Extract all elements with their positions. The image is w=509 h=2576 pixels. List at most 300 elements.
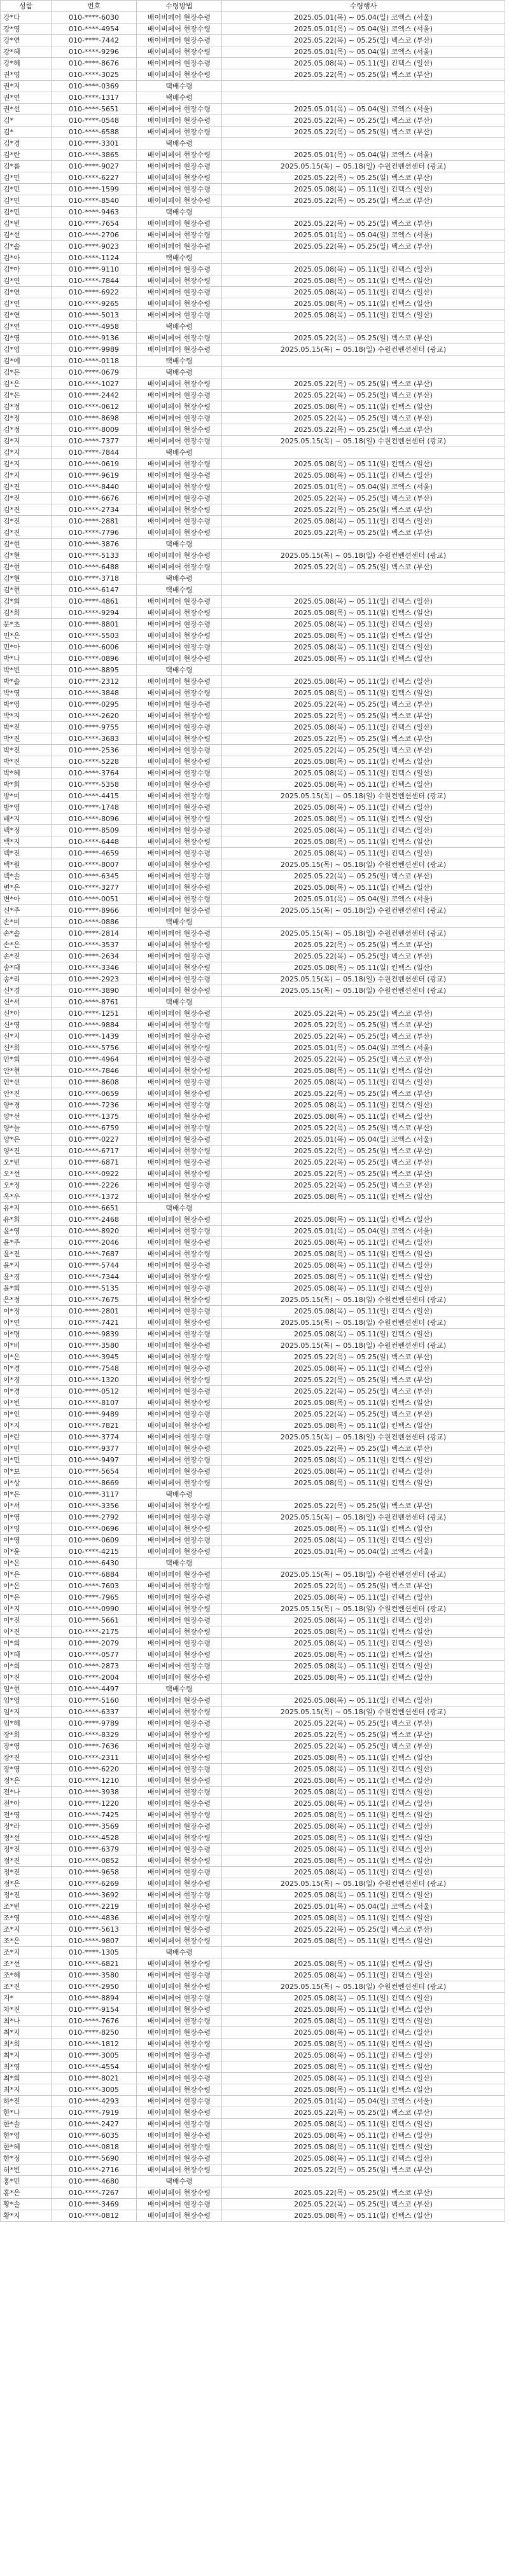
cell-pickup-event: 2025.05.01(목) ~ 05.04(일) 코엑스 (서울) xyxy=(222,894,505,905)
cell-phone: 010-****-5654 xyxy=(52,1466,137,1478)
table-row xyxy=(1,1180,505,1191)
table-row xyxy=(1,1478,505,1489)
table-row xyxy=(1,539,505,550)
cell-name: 박*진 xyxy=(1,745,52,756)
cell-name: 김*진 xyxy=(1,481,52,493)
cell-pickup-event: 2025.05.08(목) ~ 05.11(일) 킨텍스 (일산) xyxy=(222,1867,505,1878)
cell-pickup-method: 배이비페어 현장수령 xyxy=(137,1821,222,1832)
table-row xyxy=(1,1832,505,1844)
cell-pickup-event: 2025.05.08(목) ~ 05.11(일) 킨텍스 (일산) xyxy=(222,1397,505,1409)
cell-phone: 010-****-6759 xyxy=(52,1123,137,1134)
cell-pickup-event: 2025.05.22(목) ~ 05.25(일) 벡스코 (부산) xyxy=(222,745,505,756)
cell-name: 박*혜 xyxy=(1,768,52,779)
cell-phone: 010-****-7846 xyxy=(52,1065,137,1077)
cell-phone: 010-****-9296 xyxy=(52,46,137,58)
cell-name: 옥*우 xyxy=(1,1191,52,1203)
cell-name: 정*진 xyxy=(1,1855,52,1867)
cell-name: 윤*지 xyxy=(1,1260,52,1271)
cell-pickup-event: 2025.05.22(목) ~ 05.25(일) 벡스코 (부산) xyxy=(222,127,505,138)
cell-pickup-method: 배이비페어 현장수령 xyxy=(137,1615,222,1626)
cell-pickup-method: 배이비페어 현장수령 xyxy=(137,2027,222,2039)
cell-pickup-event: 2025.05.08(목) ~ 05.11(일) 킨텍스 (일산) xyxy=(222,1970,505,1981)
cell-name: 백*정 xyxy=(1,825,52,836)
cell-name: 박*영 xyxy=(1,699,52,710)
cell-name: 김*진 xyxy=(1,504,52,516)
cell-pickup-method: 배이비페어 현장수령 xyxy=(137,1878,222,1890)
table-row xyxy=(1,1958,505,1970)
cell-phone: 010-****-3537 xyxy=(52,939,137,951)
cell-phone: 010-****-9377 xyxy=(52,1443,137,1455)
cell-pickup-event: 2025.05.01(목) ~ 05.04(일) 코엑스 (서울) xyxy=(222,230,505,241)
cell-pickup-event: 2025.05.15(목) ~ 05.18(일) 수원컨벤션센터 (광교) xyxy=(222,905,505,917)
cell-phone: 010-****-7344 xyxy=(52,1271,137,1283)
cell-name: 박*진 xyxy=(1,733,52,745)
cell-pickup-event: 2025.05.22(목) ~ 05.25(일) 벡스코 (부산) xyxy=(222,172,505,184)
cell-phone: 010-****-1375 xyxy=(52,1111,137,1123)
cell-pickup-event: 2025.05.08(목) ~ 05.11(일) 킨텍스 (일산) xyxy=(222,768,505,779)
cell-pickup-method: 배이비페어 현장수령 xyxy=(137,791,222,802)
cell-phone: 010-****-2734 xyxy=(52,504,137,516)
cell-pickup-event: 2025.05.08(목) ~ 05.11(일) 킨텍스 (일산) xyxy=(222,756,505,768)
cell-phone: 010-****-3718 xyxy=(52,573,137,585)
cell-pickup-method: 배이비페어 현장수령 xyxy=(137,1626,222,1638)
table-row xyxy=(1,1844,505,1855)
cell-name: 김*은 xyxy=(1,390,52,401)
table-row xyxy=(1,1306,505,1317)
cell-phone: 010-****-0619 xyxy=(52,459,137,470)
cell-phone: 010-****-0369 xyxy=(52,81,137,92)
table-row xyxy=(1,905,505,917)
cell-pickup-event: 2025.05.22(목) ~ 05.25(일) 벡스코 (부산) xyxy=(222,562,505,573)
cell-name: 권*연 xyxy=(1,92,52,104)
cell-phone: 010-****-1305 xyxy=(52,1947,137,1958)
cell-phone: 010-****-4415 xyxy=(52,791,137,802)
cell-name: 이*은 xyxy=(1,1569,52,1581)
cell-pickup-event: 2025.05.08(목) ~ 05.11(일) 킨텍스 (일산) xyxy=(222,1535,505,1546)
cell-pickup-event xyxy=(222,585,505,596)
cell-pickup-method: 배이비페어 현장수령 xyxy=(137,1832,222,1844)
cell-pickup-method: 배이비페어 현장수령 xyxy=(137,481,222,493)
cell-name: 이*지 xyxy=(1,1603,52,1615)
cell-pickup-method: 배이비페어 현장수령 xyxy=(137,1867,222,1878)
cell-phone: 010-****-5690 xyxy=(52,2153,137,2164)
cell-pickup-method: 배이비페어 현장수령 xyxy=(137,2187,222,2199)
cell-name: 김*름 xyxy=(1,161,52,172)
table-row xyxy=(1,413,505,424)
cell-phone: 010-****-3865 xyxy=(52,149,137,161)
table-row xyxy=(1,1821,505,1832)
cell-pickup-event: 2025.05.08(목) ~ 05.11(일) 킨텍스 (일산) xyxy=(222,2016,505,2027)
cell-pickup-event: 2025.05.08(목) ~ 05.11(일) 킨텍스 (일산) xyxy=(222,2130,505,2142)
cell-name: 이*상 xyxy=(1,1478,52,1489)
table-row xyxy=(1,756,505,768)
cell-name: 김*연 xyxy=(1,298,52,310)
table-row xyxy=(1,1890,505,1901)
cell-name: 황*지 xyxy=(1,2210,52,2222)
cell-pickup-method: 배이비페어 현장수령 xyxy=(137,1478,222,1489)
cell-pickup-method: 배이비페어 현장수령 xyxy=(137,699,222,710)
cell-phone: 010-****-0577 xyxy=(52,1649,137,1661)
cell-name: 이*경 xyxy=(1,1375,52,1386)
cell-name: 허*빈 xyxy=(1,2164,52,2176)
cell-name: 한*정 xyxy=(1,2153,52,2164)
table-row xyxy=(1,81,505,92)
cell-phone: 010-****-4861 xyxy=(52,596,137,607)
cell-pickup-event: 2025.05.08(목) ~ 05.11(일) 킨텍스 (일산) xyxy=(222,1260,505,1271)
cell-phone: 010-****-7442 xyxy=(52,35,137,46)
cell-pickup-event: 2025.05.22(목) ~ 05.25(일) 벡스코 (부산) xyxy=(222,1443,505,1455)
cell-name: 박*지 xyxy=(1,710,52,722)
cell-pickup-event: 2025.05.08(목) ~ 05.11(일) 킨텍스 (일산) xyxy=(222,676,505,688)
cell-pickup-method: 배이비페어 현장수령 xyxy=(137,733,222,745)
cell-pickup-method: 배이비페어 현장수령 xyxy=(137,1764,222,1775)
cell-name: 백*원 xyxy=(1,859,52,871)
table-row xyxy=(1,481,505,493)
cell-pickup-event: 2025.05.15(목) ~ 05.18(일) 수원컨벤션센터 (광교) xyxy=(222,344,505,356)
cell-pickup-method: 배이비페어 현장수령 xyxy=(137,1672,222,1684)
cell-name: 차*진 xyxy=(1,2004,52,2016)
cell-pickup-event: 2025.05.01(목) ~ 05.04(일) 코엑스 (서울) xyxy=(222,481,505,493)
cell-phone: 010-****-6884 xyxy=(52,1569,137,1581)
table-row xyxy=(1,46,505,58)
table-row xyxy=(1,1386,505,1397)
cell-pickup-method: 배이비페어 현장수령 xyxy=(137,287,222,298)
cell-phone: 010-****-9463 xyxy=(52,207,137,218)
cell-pickup-event: 2025.05.08(목) ~ 05.11(일) 킨텍스 (일산) xyxy=(222,1237,505,1249)
cell-name: 김*란 xyxy=(1,149,52,161)
cell-pickup-event: 2025.05.22(목) ~ 05.25(일) 벡스코 (부산) xyxy=(222,733,505,745)
cell-phone: 010-****-8894 xyxy=(52,1993,137,2004)
cell-pickup-method: 배이비페어 현장수령 xyxy=(137,1146,222,1157)
cell-name: 최*희 xyxy=(1,2039,52,2050)
table-row xyxy=(1,149,505,161)
cell-phone: 010-****-2427 xyxy=(52,2119,137,2130)
cell-phone: 010-****-6379 xyxy=(52,1844,137,1855)
table-row xyxy=(1,1775,505,1787)
cell-pickup-method: 배이비페어 현장수령 xyxy=(137,1042,222,1054)
cell-name: 이*은 xyxy=(1,1581,52,1592)
cell-name: 박*나 xyxy=(1,653,52,665)
cell-pickup-event: 2025.05.08(목) ~ 05.11(일) 킨텍스 (일산) xyxy=(222,1283,505,1294)
cell-name: 김*민 xyxy=(1,195,52,207)
cell-name: 강*다 xyxy=(1,12,52,24)
cell-pickup-method: 배이비페어 현장수령 xyxy=(137,1088,222,1100)
table-row xyxy=(1,997,505,1008)
cell-phone: 010-****-6227 xyxy=(52,172,137,184)
cell-pickup-event: 2025.05.08(목) ~ 05.11(일) 킨텍스 (일산) xyxy=(222,1752,505,1764)
table-row xyxy=(1,69,505,81)
cell-pickup-method: 배이비페어 현장수령 xyxy=(137,619,222,630)
cell-phone: 010-****-1599 xyxy=(52,184,137,195)
cell-pickup-event: 2025.05.22(목) ~ 05.25(일) 벡스코 (부산) xyxy=(222,2107,505,2119)
cell-name: 정*선 xyxy=(1,1832,52,1844)
cell-phone: 010-****-3848 xyxy=(52,688,137,699)
table-row xyxy=(1,516,505,527)
cell-name: 안*현 xyxy=(1,1065,52,1077)
cell-pickup-method: 배이비페어 현장수령 xyxy=(137,836,222,848)
cell-phone: 010-****-5744 xyxy=(52,1260,137,1271)
cell-phone: 010-****-8440 xyxy=(52,481,137,493)
table-row xyxy=(1,447,505,459)
cell-pickup-method: 배이비페어 현장수령 xyxy=(137,1581,222,1592)
cell-phone: 010-****-2219 xyxy=(52,1901,137,1913)
cell-name: 임*현 xyxy=(1,1684,52,1695)
cell-name: 지* xyxy=(1,1993,52,2004)
table-row xyxy=(1,2096,505,2107)
cell-pickup-event: 2025.05.01(목) ~ 05.04(일) 코엑스 (서울) xyxy=(222,1546,505,1558)
cell-pickup-event: 2025.05.08(목) ~ 05.11(일) 킨텍스 (일산) xyxy=(222,1958,505,1970)
cell-pickup-event xyxy=(222,1489,505,1500)
cell-pickup-event: 2025.05.22(목) ~ 05.25(일) 벡스코 (부산) xyxy=(222,1054,505,1065)
cell-name: 김*영 xyxy=(1,344,52,356)
cell-pickup-method: 배이비페어 현장수령 xyxy=(137,1340,222,1352)
cell-pickup-event xyxy=(222,447,505,459)
cell-phone: 010-****-4836 xyxy=(52,1913,137,1924)
table-row xyxy=(1,882,505,894)
cell-pickup-event xyxy=(222,573,505,585)
cell-pickup-method: 배이비페어 현장수령 xyxy=(137,2199,222,2210)
table-row xyxy=(1,550,505,562)
cell-name: 김*희 xyxy=(1,596,52,607)
cell-pickup-event: 2025.05.08(목) ~ 05.11(일) 킨텍스 (일산) xyxy=(222,1764,505,1775)
cell-pickup-event: 2025.05.08(목) ~ 05.11(일) 킨텍스 (일산) xyxy=(222,264,505,275)
cell-name: 김*연 xyxy=(1,275,52,287)
cell-pickup-event: 2025.05.01(목) ~ 05.04(일) 코엑스 (서울) xyxy=(222,104,505,115)
cell-pickup-event xyxy=(222,92,505,104)
cell-pickup-event: 2025.05.08(목) ~ 05.11(일) 킨텍스 (일산) xyxy=(222,1523,505,1535)
cell-pickup-method: 배이비페어 현장수령 xyxy=(137,745,222,756)
cell-pickup-event: 2025.05.22(목) ~ 05.25(일) 벡스코 (부산) xyxy=(222,1123,505,1134)
cell-pickup-method: 택배수령 xyxy=(137,917,222,928)
cell-pickup-event: 2025.05.08(목) ~ 05.11(일) 킨텍스 (일산) xyxy=(222,2210,505,2222)
cell-pickup-method: 배이비페어 현장수령 xyxy=(137,1775,222,1787)
cell-pickup-method: 배이비페어 현장수령 xyxy=(137,1226,222,1237)
cell-name: 윤*진 xyxy=(1,1249,52,1260)
table-row xyxy=(1,619,505,630)
cell-pickup-method: 배이비페어 현장수령 xyxy=(137,710,222,722)
cell-pickup-event: 2025.05.15(목) ~ 05.18(일) 수원컨벤션센터 (광교) xyxy=(222,1603,505,1615)
table-row xyxy=(1,1718,505,1729)
cell-phone: 010-****-8920 xyxy=(52,1226,137,1237)
cell-name: 오*정 xyxy=(1,1180,52,1191)
cell-pickup-method: 택배수령 xyxy=(137,321,222,333)
cell-pickup-event: 2025.05.22(목) ~ 05.25(일) 벡스코 (부산) xyxy=(222,241,505,253)
cell-phone: 010-****-5661 xyxy=(52,1615,137,1626)
cell-pickup-event: 2025.05.08(목) ~ 05.11(일) 킨텍스 (일산) xyxy=(222,1993,505,2004)
cell-phone: 010-****-7821 xyxy=(52,1420,137,1432)
table-row xyxy=(1,1512,505,1523)
cell-pickup-method: 배이비페어 현장수령 xyxy=(137,1375,222,1386)
cell-name: 이*비 xyxy=(1,1340,52,1352)
table-row xyxy=(1,733,505,745)
cell-phone: 010-****-1317 xyxy=(52,92,137,104)
cell-phone: 010-****-6220 xyxy=(52,1764,137,1775)
cell-name: 신*영 xyxy=(1,1020,52,1031)
cell-pickup-method: 택배수령 xyxy=(137,1558,222,1569)
cell-name: 김*경 xyxy=(1,138,52,149)
cell-name: 황*솔 xyxy=(1,2199,52,2210)
cell-pickup-method: 배이비페어 현장수령 xyxy=(137,161,222,172)
cell-phone: 010-****-6269 xyxy=(52,1878,137,1890)
table-row xyxy=(1,287,505,298)
cell-pickup-method: 배이비페어 현장수령 xyxy=(137,218,222,230)
cell-phone: 010-****-0118 xyxy=(52,356,137,367)
cell-phone: 010-****-3025 xyxy=(52,69,137,81)
cell-pickup-method: 배이비페어 현장수령 xyxy=(137,1981,222,1993)
cell-pickup-method: 배이비페어 현장수령 xyxy=(137,1890,222,1901)
cell-pickup-event: 2025.05.08(목) ~ 05.11(일) 킨텍스 (일산) xyxy=(222,1775,505,1787)
cell-pickup-method: 배이비페어 현장수령 xyxy=(137,1661,222,1672)
table-row xyxy=(1,1878,505,1890)
cell-pickup-method: 배이비페어 현장수령 xyxy=(137,1466,222,1478)
cell-name: 정*진 xyxy=(1,1844,52,1855)
cell-pickup-method: 배이비페어 현장수령 xyxy=(137,2119,222,2130)
cell-pickup-event: 2025.05.22(목) ~ 05.25(일) 벡스코 (부산) xyxy=(222,1031,505,1042)
cell-phone: 010-****-6488 xyxy=(52,562,137,573)
table-row xyxy=(1,1581,505,1592)
cell-name: 장*진 xyxy=(1,1752,52,1764)
cell-pickup-event: 2025.05.01(목) ~ 05.04(일) 코엑스 (서울) xyxy=(222,1226,505,1237)
cell-name: 김*지 xyxy=(1,459,52,470)
table-row xyxy=(1,699,505,710)
cell-name: 방*영 xyxy=(1,802,52,814)
cell-pickup-method: 택배수령 xyxy=(137,573,222,585)
cell-pickup-event: 2025.05.08(목) ~ 05.11(일) 킨텍스 (일산) xyxy=(222,401,505,413)
cell-name: 최*지 xyxy=(1,2084,52,2096)
cell-phone: 010-****-1251 xyxy=(52,1008,137,1020)
cell-pickup-event: 2025.05.15(목) ~ 05.18(일) 수원컨벤션센터 (광교) xyxy=(222,791,505,802)
table-row xyxy=(1,1329,505,1340)
cell-pickup-method: 배이비페어 현장수령 xyxy=(137,1729,222,1741)
cell-pickup-event: 2025.05.15(목) ~ 05.18(일) 수원컨벤션센터 (광교) xyxy=(222,1317,505,1329)
cell-phone: 010-****-1210 xyxy=(52,1775,137,1787)
cell-pickup-event: 2025.05.08(목) ~ 05.11(일) 킨텍스 (일산) xyxy=(222,2039,505,2050)
table-row xyxy=(1,2016,505,2027)
cell-pickup-method: 배이비페어 현장수령 xyxy=(137,676,222,688)
cell-name: 신*서 xyxy=(1,997,52,1008)
cell-name: 조*지 xyxy=(1,1924,52,1935)
cell-phone: 010-****-8801 xyxy=(52,619,137,630)
cell-name: 이*보 xyxy=(1,1466,52,1478)
cell-pickup-method: 배이비페어 현장수령 xyxy=(137,2210,222,2222)
cell-pickup-method: 배이비페어 현장수령 xyxy=(137,1707,222,1718)
cell-pickup-event: 2025.05.08(목) ~ 05.11(일) 킨텍스 (일산) xyxy=(222,1111,505,1123)
table-row xyxy=(1,218,505,230)
cell-pickup-event: 2025.05.22(목) ~ 05.25(일) 벡스코 (부산) xyxy=(222,218,505,230)
cell-pickup-method: 배이비페어 현장수령 xyxy=(137,1237,222,1249)
cell-phone: 010-****-8895 xyxy=(52,665,137,676)
cell-name: 박*진 xyxy=(1,756,52,768)
table-row xyxy=(1,917,505,928)
cell-phone: 010-****-5160 xyxy=(52,1695,137,1707)
cell-name: 신*경 xyxy=(1,985,52,997)
cell-pickup-event: 2025.05.08(목) ~ 05.11(일) 킨텍스 (일산) xyxy=(222,1214,505,1226)
cell-name: 배*지 xyxy=(1,814,52,825)
table-row xyxy=(1,1672,505,1684)
cell-pickup-method: 배이비페어 현장수령 xyxy=(137,1546,222,1558)
table-row xyxy=(1,2084,505,2096)
table-row xyxy=(1,825,505,836)
cell-pickup-method: 배이비페어 현장수령 xyxy=(137,195,222,207)
cell-phone: 010-****-6821 xyxy=(52,1958,137,1970)
cell-name: 김* xyxy=(1,127,52,138)
cell-pickup-event xyxy=(222,1203,505,1214)
cell-name: 이*빈 xyxy=(1,1397,52,1409)
table-row xyxy=(1,1294,505,1306)
cell-pickup-event: 2025.05.15(목) ~ 05.18(일) 수원컨벤션센터 (광교) xyxy=(222,1294,505,1306)
cell-pickup-method: 배이비페어 현장수령 xyxy=(137,58,222,69)
table-row xyxy=(1,1546,505,1558)
cell-pickup-event xyxy=(222,367,505,378)
cell-pickup-event: 2025.05.08(목) ~ 05.11(일) 킨텍스 (일산) xyxy=(222,1615,505,1626)
cell-pickup-event: 2025.05.22(목) ~ 05.25(일) 벡스코 (부산) xyxy=(222,1020,505,1031)
cell-pickup-method: 택배수령 xyxy=(137,997,222,1008)
cell-name: 이*은 xyxy=(1,1489,52,1500)
cell-name: 조*선 xyxy=(1,1958,52,1970)
cell-pickup-method: 배이비페어 현장수령 xyxy=(137,413,222,424)
cell-phone: 010-****-9807 xyxy=(52,1935,137,1947)
table-row xyxy=(1,2164,505,2176)
cell-name: 전*아 xyxy=(1,1798,52,1810)
cell-phone: 010-****-7425 xyxy=(52,1810,137,1821)
cell-name: 정*진 xyxy=(1,1867,52,1878)
table-row xyxy=(1,195,505,207)
cell-name: 은*정 xyxy=(1,1294,52,1306)
cell-pickup-method: 배이비페어 현장수령 xyxy=(137,1249,222,1260)
cell-name: 김*선 xyxy=(1,230,52,241)
cell-pickup-method: 배이비페어 현장수령 xyxy=(137,24,222,35)
cell-name: 김*아 xyxy=(1,264,52,275)
cell-phone: 010-****-7965 xyxy=(52,1592,137,1603)
cell-pickup-method: 배이비페어 현장수령 xyxy=(137,722,222,733)
table-row xyxy=(1,1111,505,1123)
cell-name: 조*빈 xyxy=(1,1901,52,1913)
cell-phone: 010-****-2881 xyxy=(52,516,137,527)
cell-pickup-method: 택배수령 xyxy=(137,367,222,378)
cell-pickup-event: 2025.05.15(목) ~ 05.18(일) 수원컨벤션센터 (광교) xyxy=(222,161,505,172)
table-row xyxy=(1,2187,505,2199)
cell-name: 윤*주 xyxy=(1,1237,52,1249)
cell-pickup-event: 2025.05.15(목) ~ 05.18(일) 수원컨벤션센터 (광교) xyxy=(222,985,505,997)
cell-phone: 010-****-3117 xyxy=(52,1489,137,1500)
cell-name: 김*아 xyxy=(1,253,52,264)
cell-pickup-event: 2025.05.08(목) ~ 05.11(일) 킨텍스 (일산) xyxy=(222,2073,505,2084)
table-row xyxy=(1,2119,505,2130)
cell-phone: 010-****-1027 xyxy=(52,378,137,390)
cell-phone: 010-****-4954 xyxy=(52,24,137,35)
table-row xyxy=(1,1935,505,1947)
cell-pickup-event: 2025.05.08(목) ~ 05.11(일) 킨텍스 (일산) xyxy=(222,1100,505,1111)
cell-phone: 010-****-6651 xyxy=(52,1203,137,1214)
cell-phone: 010-****-3890 xyxy=(52,985,137,997)
cell-pickup-event: 2025.05.08(목) ~ 05.11(일) 킨텍스 (일산) xyxy=(222,688,505,699)
table-row xyxy=(1,1443,505,1455)
cell-name: 유*희 xyxy=(1,1214,52,1226)
cell-phone: 010-****-3005 xyxy=(52,2050,137,2061)
cell-pickup-event: 2025.05.15(목) ~ 05.18(일) 수원컨벤션센터 (광교) xyxy=(222,974,505,985)
cell-name: 이*지 xyxy=(1,1420,52,1432)
cell-pickup-method: 배이비페어 현장수령 xyxy=(137,2096,222,2107)
table-row xyxy=(1,104,505,115)
cell-name: 신*아 xyxy=(1,1008,52,1020)
cell-pickup-method: 배이비페어 현장수령 xyxy=(137,1283,222,1294)
cell-pickup-method: 배이비페어 현장수령 xyxy=(137,493,222,504)
cell-pickup-method: 배이비페어 현장수령 xyxy=(137,127,222,138)
table-row xyxy=(1,1867,505,1878)
cell-phone: 010-****-7676 xyxy=(52,2016,137,2027)
cell-name: 손*진 xyxy=(1,951,52,962)
cell-name: 박*솔 xyxy=(1,676,52,688)
